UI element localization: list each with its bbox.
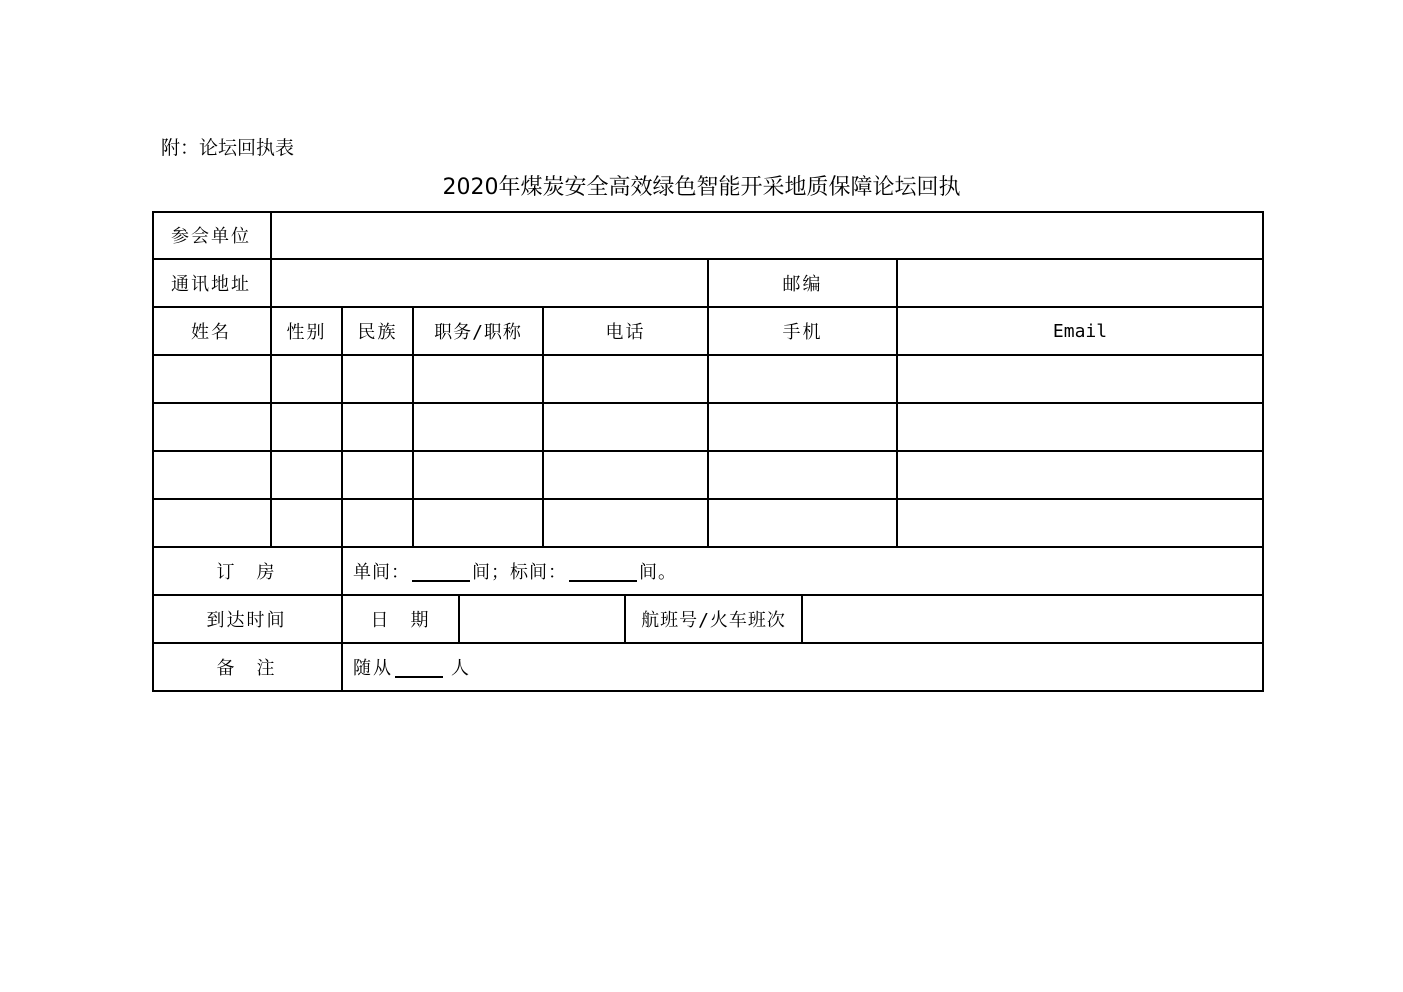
single-room-prefix: 单间：	[353, 562, 410, 583]
attendee-name-field[interactable]	[152, 452, 272, 500]
date-label: 日 期	[343, 596, 460, 644]
postcode-label: 邮编	[709, 260, 898, 308]
remarks-field[interactable]	[343, 644, 1264, 692]
attendee-ethnicity-field[interactable]	[343, 452, 414, 500]
arrival-label: 到达时间	[152, 596, 343, 644]
companions-suffix: 人	[451, 658, 471, 679]
attendee-gender-field[interactable]	[272, 452, 343, 500]
address-field[interactable]	[272, 260, 709, 308]
attendee-name-field[interactable]	[152, 404, 272, 452]
flight-train-label: 航班号/火车班次	[626, 596, 803, 644]
attendee-position-field[interactable]	[414, 404, 544, 452]
attendee-email-field[interactable]	[898, 500, 1264, 548]
unit-label: 参会单位	[152, 211, 272, 260]
registration-form-table	[152, 211, 1264, 692]
mobile-header: 手机	[709, 308, 898, 356]
attendee-gender-field[interactable]	[272, 356, 343, 404]
double-room-suffix: 间。	[639, 562, 677, 583]
unit-field[interactable]	[272, 211, 1264, 260]
attendee-ethnicity-field[interactable]	[343, 356, 414, 404]
attachment-note: 附：论坛回执表	[161, 137, 295, 159]
attendee-position-field[interactable]	[414, 356, 544, 404]
booking-field[interactable]	[343, 548, 1264, 596]
attendee-phone-field[interactable]	[544, 500, 709, 548]
form-title: 2020年煤炭安全高效绿色智能开采地质保障论坛回执	[442, 175, 961, 200]
attendee-mobile-field[interactable]	[709, 500, 898, 548]
attendee-gender-field[interactable]	[272, 500, 343, 548]
companions-prefix: 随从	[353, 658, 393, 679]
attendee-ethnicity-field[interactable]	[343, 500, 414, 548]
ethnicity-header: 民族	[343, 308, 414, 356]
attendee-mobile-field[interactable]	[709, 452, 898, 500]
attendee-mobile-field[interactable]	[709, 404, 898, 452]
single-room-suffix: 间；标间：	[472, 562, 567, 583]
attendee-gender-field[interactable]	[272, 404, 343, 452]
gender-header: 性别	[272, 308, 343, 356]
booking-label: 订 房	[152, 548, 343, 596]
attendee-position-field[interactable]	[414, 500, 544, 548]
flight-train-field[interactable]	[803, 596, 1264, 644]
address-label: 通讯地址	[152, 260, 272, 308]
attendee-phone-field[interactable]	[544, 404, 709, 452]
date-field[interactable]	[460, 596, 626, 644]
attendee-ethnicity-field[interactable]	[343, 404, 414, 452]
attendee-email-field[interactable]	[898, 356, 1264, 404]
phone-header: 电话	[544, 308, 709, 356]
postcode-field[interactable]	[898, 260, 1264, 308]
companions-count-blank[interactable]	[395, 656, 443, 678]
single-room-count-blank[interactable]	[412, 560, 470, 582]
attendee-mobile-field[interactable]	[709, 356, 898, 404]
attendee-name-field[interactable]	[152, 500, 272, 548]
attendee-phone-field[interactable]	[544, 452, 709, 500]
double-room-count-blank[interactable]	[569, 560, 637, 582]
attendee-name-field[interactable]	[152, 356, 272, 404]
name-header: 姓名	[152, 308, 272, 356]
remarks-label: 备 注	[152, 644, 343, 692]
attendee-phone-field[interactable]	[544, 356, 709, 404]
email-header: Email	[898, 308, 1264, 356]
attendee-position-field[interactable]	[414, 452, 544, 500]
attendee-email-field[interactable]	[898, 452, 1264, 500]
position-header: 职务/职称	[414, 308, 544, 356]
attendee-email-field[interactable]	[898, 404, 1264, 452]
